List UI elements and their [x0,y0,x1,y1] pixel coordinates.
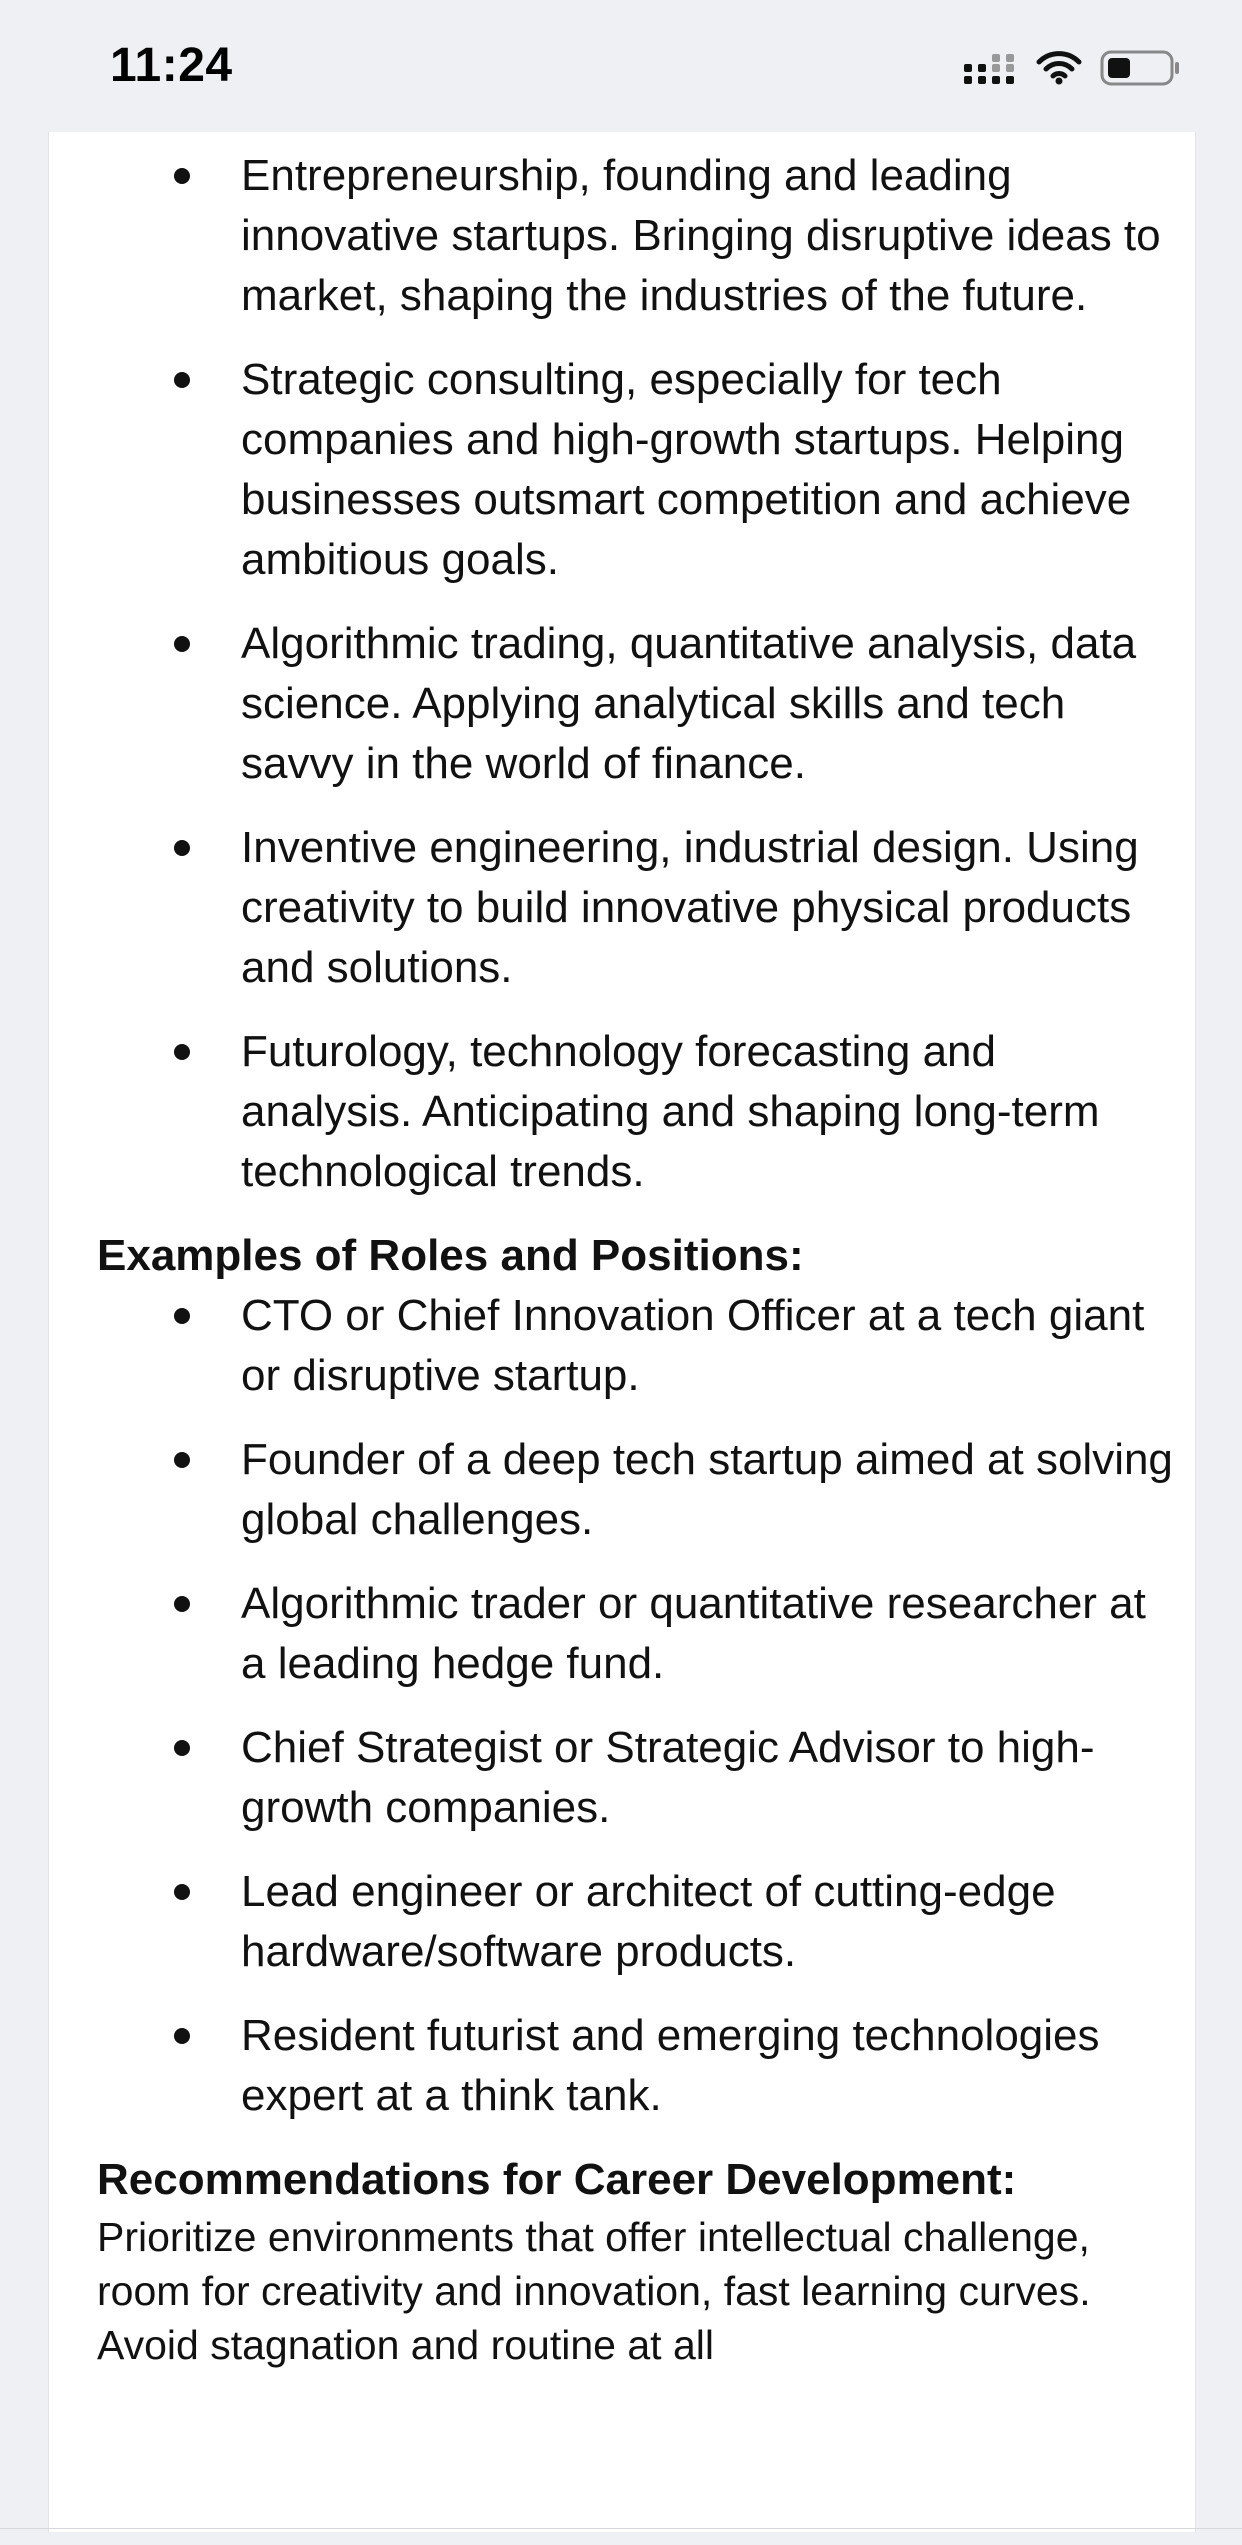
status-time: 11:24 [110,39,233,92]
roles-heading: Examples of Roles and Positions: [97,1231,804,1280]
document-page [48,132,1196,2532]
bullet-icon [174,1740,190,1756]
bullet-icon [174,1452,190,1468]
bullet-icon [174,1308,190,1324]
list-item [97,1286,1177,1406]
list-item-text: Inventive engineering, industrial design. Using creativity to build innovative physical products and solutions. [241,823,1139,992]
list-item [97,1022,1177,1202]
bullet-icon [174,372,190,388]
career-fields-list [97,146,1177,1202]
recommendations-heading: Recommendations for Career Development: [97,2155,1017,2204]
bullet-icon [174,1596,190,1612]
bullet-icon [174,1044,190,1060]
battery-icon [1100,49,1180,87]
list-item [97,2006,1177,2126]
list-item-text: Resident futurist and emerging technologies expert at a think tank. [241,2011,1100,2120]
recommendations-paragraph: Prioritize environments that offer intellectual challenge, room for creativity and innovation, fast learning curves. Avoid stagnation and routine at all [97,2214,1091,2368]
list-item [97,818,1177,998]
wifi-icon [1036,50,1082,86]
list-item-text: Algorithmic trader or quantitative researcher at a leading hedge fund. [241,1579,1146,1688]
list-item-text: Futurology, technology forecasting and analysis. Anticipating and shaping long-term technological trends. [241,1027,1100,1196]
list-item-text: CTO or Chief Innovation Officer at a tech giant or disruptive startup. [241,1291,1145,1400]
list-item-text: Strategic consulting, especially for tech companies and high-growth startups. Helping businesses outsmart competition and achieve ambitious goals. [241,355,1132,584]
bullet-icon [174,840,190,856]
list-item [97,1574,1177,1694]
status-bar [0,0,1242,132]
list-item [97,1862,1177,1982]
bullet-icon [174,2028,190,2044]
roles-list [97,1286,1177,2126]
list-item [97,614,1177,794]
status-icons [962,46,1180,90]
bullet-icon [174,636,190,652]
list-item-text: Algorithmic trading, quantitative analysis, data science. Applying analytical skills and tech savvy in the world of finance. [241,619,1137,788]
bullet-icon [174,168,190,184]
document-content [97,146,1177,2372]
list-item-text: Lead engineer or architect of cutting-edge hardware/software products. [241,1867,1056,1976]
cellular-signal-icon [962,50,1018,86]
bullet-icon [174,1884,190,1900]
list-item [97,1718,1177,1838]
list-item-text: Founder of a deep tech startup aimed at solving global challenges. [241,1435,1173,1544]
page-bottom-divider [0,2528,1242,2529]
list-item-text: Chief Strategist or Strategic Advisor to high-growth companies. [241,1723,1095,1832]
list-item [97,146,1177,326]
list-item-text: Entrepreneurship, founding and leading innovative startups. Bringing disruptive ideas to market, shaping the industries of the future. [241,151,1161,320]
list-item [97,1430,1177,1550]
list-item [97,350,1177,590]
